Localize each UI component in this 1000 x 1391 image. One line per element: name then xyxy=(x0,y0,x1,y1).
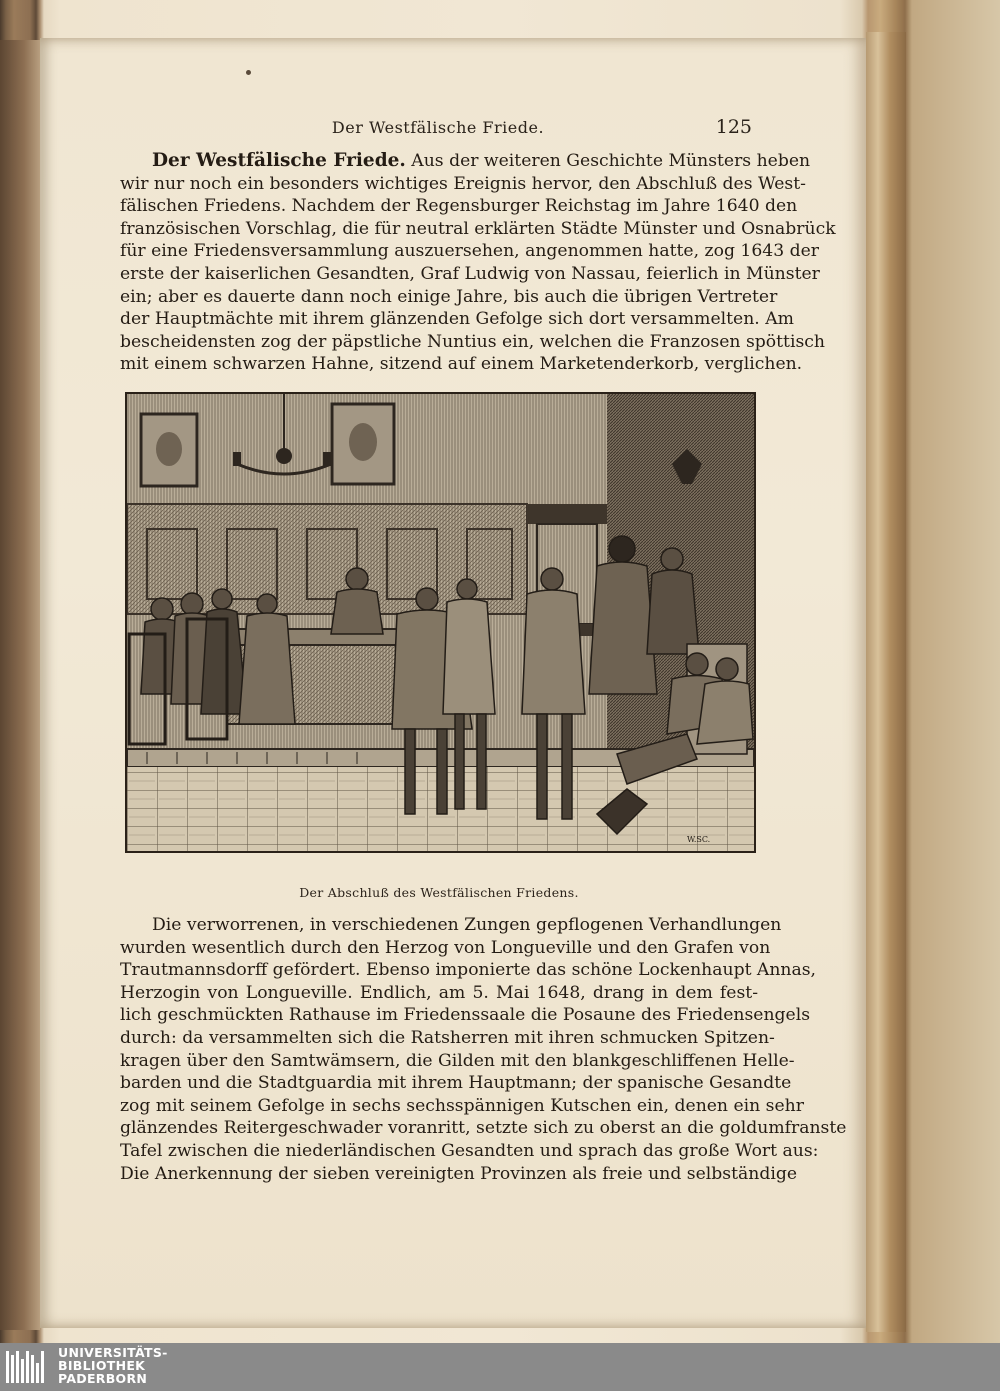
left-page-edge xyxy=(0,40,40,1330)
library-name-line: BIBLIOTHEK xyxy=(58,1358,146,1374)
library-footer-bar xyxy=(0,1343,1000,1391)
text-line: Die verworrenen, in verschiedenen Zungen gepflogenen Verhandlungen xyxy=(152,915,782,935)
illustration-caption: Der Abschluß des Westfälischen Friedens. xyxy=(299,885,579,900)
page-header xyxy=(120,118,756,142)
section-heading: Der Westfälische Friede. xyxy=(152,150,406,171)
text-line: glänzendes Reitergeschwader voranritt, setzte sich zu oberst an die goldumfranste xyxy=(120,1118,847,1139)
page-number: 125 xyxy=(715,116,752,138)
text-line: erste der kaiserlichen Gesandten, Graf Ludwig von Nassau, feierlich in Münster xyxy=(120,263,820,284)
engraver-signature: W.SC. xyxy=(687,835,711,844)
text-line: zog mit seinem Gefolge in sechs sechsspännigen Kutschen ein, denen ein sehr xyxy=(120,1095,804,1116)
book-cover-edge xyxy=(866,32,906,1332)
text-line: Herzogin von Longueville. Endlich, am 5. Mai 1648, drang in dem fest- xyxy=(120,982,758,1003)
text-line: für eine Friedensversammlung auszuersehen, angenommen hatte, zog 1643 der xyxy=(120,241,819,262)
text-line: Der Westfälische Friede. Aus der weiteren Geschichte Münsters heben xyxy=(152,150,811,171)
engraving-illustration xyxy=(125,392,756,853)
paragraph-1 xyxy=(120,150,836,376)
library-name-line: UNIVERSITÄTS- xyxy=(58,1345,168,1360)
text-line: lich geschmückten Rathause im Friedenssaale die Posaune des Friedensengels xyxy=(120,1005,811,1026)
text-line: fälischen Friedens. Nachdem der Regensburger Reichstag im Jahre 1640 den xyxy=(120,196,798,217)
paragraph-2 xyxy=(120,914,847,1185)
running-title: Der Westfälische Friede. xyxy=(331,118,545,137)
text-line: wurden wesentlich durch den Herzog von Longueville und den Grafen von xyxy=(120,937,771,958)
text-line: Tafel zwischen die niederländischen Gesandten und sprach das große Wort aus: xyxy=(120,1140,819,1161)
library-name xyxy=(58,1346,168,1386)
text-line: bescheidensten zog der päpstliche Nuntius ein, welchen die Franzosen spöttisch xyxy=(120,331,825,352)
library-name-line: PADERBORN xyxy=(58,1371,148,1387)
text-line: ein; aber es dauerte dann noch einige Jahre, bis auch die übrigen Vertreter xyxy=(120,286,778,307)
text-line: wir nur noch ein besonders wichtiges Ereignis hervor, den Abschluß des West- xyxy=(120,173,806,194)
text-line: französischen Vorschlag, die für neutral erklärten Städte Münster und Osnabrück xyxy=(120,218,836,239)
paper-speck xyxy=(246,70,251,75)
library-logo-icon xyxy=(6,1349,50,1385)
text-line: der Hauptmächte mit ihrem glänzenden Gefolge sich dort versammelten. Am xyxy=(120,309,794,330)
text-line: barden und die Stadtguardia mit ihrem Hauptmann; der spanische Gesandte xyxy=(120,1073,792,1094)
text-line: Die Anerkennung der sieben vereinigten Provinzen als freie und selbständige xyxy=(120,1163,797,1184)
text-line: mit einem schwarzen Hahne, sitzend auf einem Marketenderkorb, verglichen. xyxy=(120,354,803,375)
text-line: Trautmannsdorff gefördert. Ebenso imponierte das schöne Lockenhaupt Annas, xyxy=(120,960,817,981)
text-line: kragen über den Samtwämsern, die Gilden mit den blankgeschliffenen Helle- xyxy=(120,1050,795,1071)
text-line: durch: da versammelten sich die Ratsherren mit ihren schmucken Spitzen- xyxy=(120,1027,775,1048)
